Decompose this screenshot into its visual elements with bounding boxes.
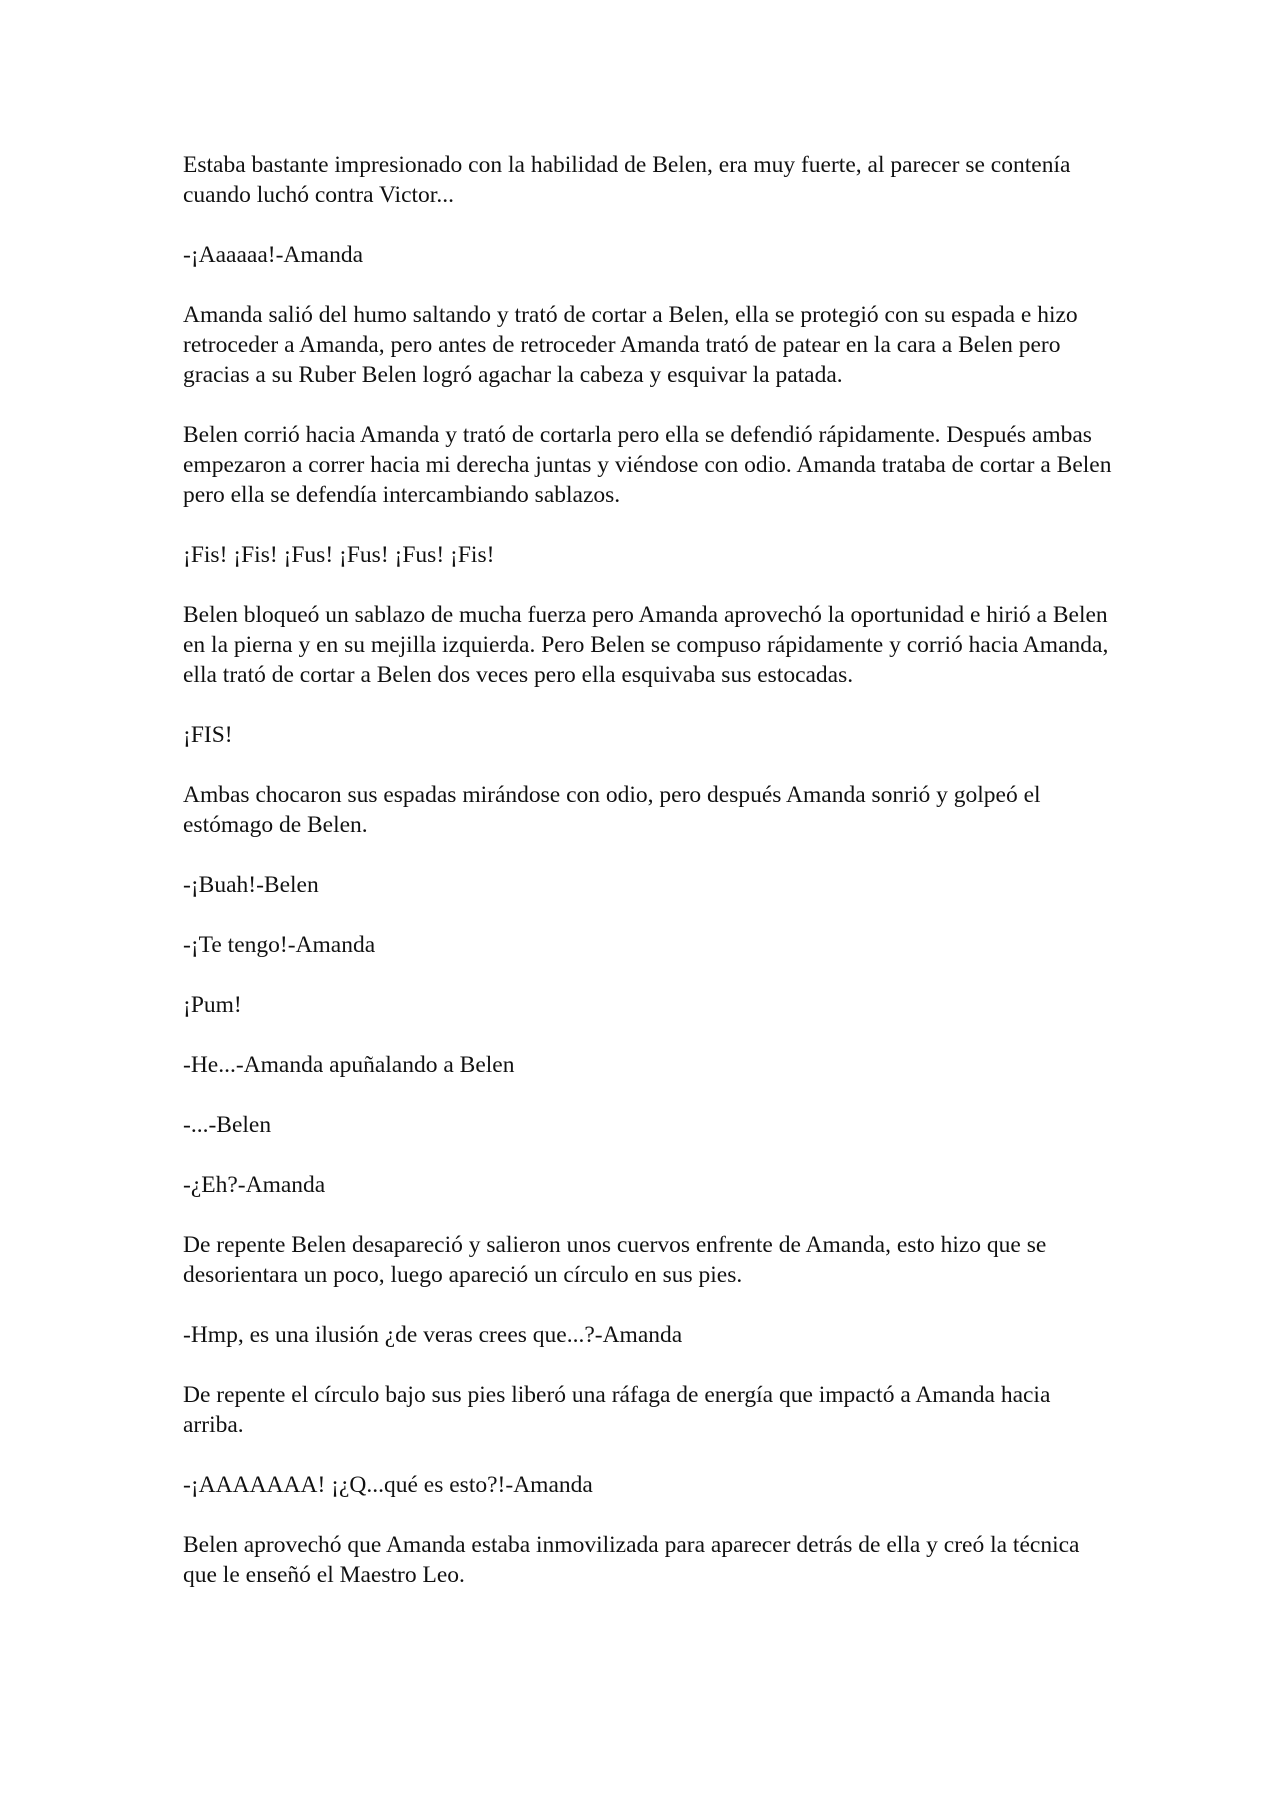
- paragraph: -...-Belen: [183, 1112, 272, 1138]
- paragraph: ¡Fis! ¡Fis! ¡Fus! ¡Fus! ¡Fus! ¡Fis!: [183, 542, 495, 568]
- paragraph: Belen corrió hacia Amanda y trató de cortarla pero ella se defendió rápidamente. Después ambas empezaron a correr hacia mi derecha juntas y viéndose con odio. Amanda trataba de cortar a Belen pero ella se defendía intercambiando sablazos.: [183, 422, 1112, 508]
- paragraph: -¿Eh?-Amanda: [183, 1172, 326, 1198]
- paragraph: Ambas chocaron sus espadas mirándose con odio, pero después Amanda sonrió y golpeó el estómago de Belen.: [183, 782, 1041, 838]
- paragraph: ¡Pum!: [183, 992, 242, 1018]
- paragraph: -¡Buah!-Belen: [183, 872, 319, 898]
- paragraph: Amanda salió del humo saltando y trató de cortar a Belen, ella se protegió con su espada e hizo retroceder a Amanda, pero antes de retroceder Amanda trató de patear en la cara a Belen pero gracias a su Ruber Belen logró agachar la cabeza y esquivar la patada.: [183, 302, 1078, 388]
- paragraph: De repente Belen desapareció y salieron unos cuervos enfrente de Amanda, esto hizo que se desorientara un poco, luego apareció un círculo en sus pies.: [183, 1232, 1047, 1288]
- paragraph: Estaba bastante impresionado con la habilidad de Belen, era muy fuerte, al parecer se contenía cuando luchó contra Victor...: [183, 152, 1071, 208]
- paragraph: ¡FIS!: [183, 722, 233, 748]
- paragraph: Belen aprovechó que Amanda estaba inmovilizada para aparecer detrás de ella y creó la técnica que le enseñó el Maestro Leo.: [183, 1532, 1080, 1588]
- paragraph: Belen bloqueó un sablazo de mucha fuerza pero Amanda aprovechó la oportunidad e hirió a Belen en la pierna y en su mejilla izquierda. Pero Belen se compuso rápidamente y corrió hacia Amanda, ella trató de cortar a Belen dos veces pero ella esquivaba sus estocadas.: [183, 602, 1109, 688]
- body-text: [183, 150, 1113, 1620]
- paragraph: -¡Aaaaaa!-Amanda: [183, 242, 364, 268]
- paragraph: -¡Te tengo!-Amanda: [183, 932, 376, 958]
- paragraph: De repente el círculo bajo sus pies liberó una ráfaga de energía que impactó a Amanda hacia arriba.: [183, 1382, 1051, 1438]
- paragraph: -He...-Amanda apuñalando a Belen: [183, 1052, 515, 1078]
- paragraph: -Hmp, es una ilusión ¿de veras crees que...?-Amanda: [183, 1322, 683, 1348]
- paragraph: -¡AAAAAAA! ¡¿Q...qué es esto?!-Amanda: [183, 1472, 593, 1498]
